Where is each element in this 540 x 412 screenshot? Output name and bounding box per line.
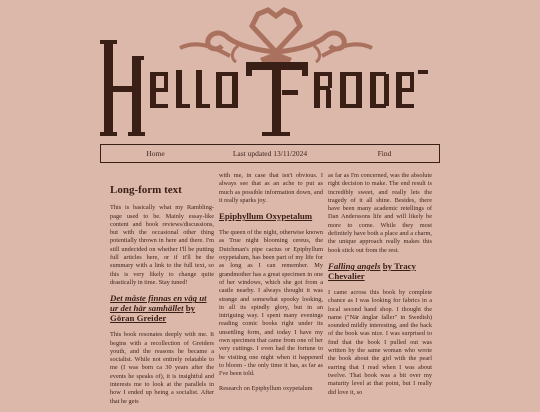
logo-lettering — [100, 40, 428, 136]
article-heading-greider — [110, 293, 214, 323]
article-author-chevalier: by Tracy Chevalier — [328, 260, 416, 281]
site-logo — [0, 0, 540, 140]
article-continued-text-right: as far as I'm concerned, was the absolute right decision to make. The end result is incredibly sweet, and really lets the tragedy of it all shine. Besides, there have been many academic retellings of Dan Anderssons life and will likely be more to come. While they most definitely have both a place and a charm, the unique approach really makes this book stick out from the rest. — [328, 172, 432, 254]
article-link-falling-angels[interactable]: Falling angels — [328, 260, 381, 271]
section-heading: Long-form text — [110, 184, 182, 196]
column-middle — [219, 172, 323, 399]
article-body-falling-angels: I came across this book by complete chance as I was looking for fabrics in a local second hand shop. I thought the name ("När änglar faller" in Swedish) sounded mildly interesting, and the back of the book was nice. I was surprised to find that the book I pulled out was written by the same woman who wrote the book about the girl with the pearl earring that I read when I was about twelve. That book was a bit over my maturity level at that point, but I really did love it, so — [328, 288, 432, 396]
article-body-epiphyllum: The queen of the night, otherwise known as True night blooming cereus, the Dutchman's pipe cactus or Epiphyllum oxypetalum, has been part of my life for as long as I can remember. My grandmother has a great specimen in one of her windows, which she got from a castle nearby. I always thought it was strange and somewhat spooky looking, in all its spindly glory, but in an intriguing way. I spent many evenings reading comic books right under its unsettling form, and today I have my own specimen that came from one of her very cuttings. I even had the fortune to be visiting one night when it happened to bloom - the only time it has, as far as I've been told. — [219, 229, 323, 378]
article-heading-epiphyllum — [219, 211, 323, 221]
article-continued-text: with me, in case that isn't obvious. I always see that as an ache to put as much as possible information down, and it really sparks joy. — [219, 172, 323, 204]
site-header — [0, 0, 540, 140]
top-navigation — [100, 144, 440, 163]
heart-ornament-icon — [180, 10, 372, 70]
article-link-greider[interactable]: Det måste finnas en väg ut ur det här samhället — [110, 293, 207, 314]
article-body-epiphyllum-2: Research on Epiphyllum oxypetalum — [219, 384, 313, 392]
section-intro: This is basically what my Rambling-page used to be. Mainly essay-like content and book reviews/discussions, but with the occasional other thing potentially thrown in here and there. I'm still undecided on whether I'll be putting full articles here, or if it'll be the summary with a link to the full text, so this is very likely to change quite drastically in time. Stay tuned! — [110, 204, 214, 286]
nav-home-link[interactable]: Home — [146, 149, 165, 158]
nav-find-link[interactable]: Find — [377, 149, 392, 158]
article-heading-falling-angels — [328, 261, 432, 281]
article-link-epiphyllum[interactable]: Epiphyllum Oxypetalum — [219, 211, 313, 222]
last-updated-text: Last updated 13/11/2024 — [232, 149, 308, 158]
article-author-greider: by Göran Greider — [110, 303, 196, 324]
column-right — [328, 172, 432, 403]
column-left — [110, 172, 214, 412]
article-body-greider: This book resonates deeply with me. It begins with a recollection of Greiders youth, and the reasons he became a socialist. While not entirely relatable to me (I was born ca 30 years after the events he speaks of), it is insightful and interests me to look at the parallels in how I ended up being a socialist. After that he gets — [110, 331, 214, 405]
